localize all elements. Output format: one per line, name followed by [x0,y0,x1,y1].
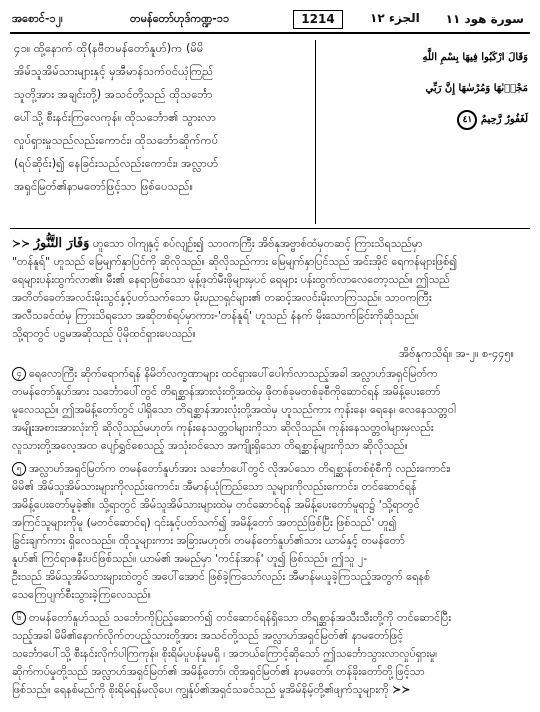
commentary-line: ရေများပန်းထွက်လာ၏။ မီး၏ နေရာဖြစ်သော မုန့်ဖုတ်မီးဖိုများမှပင် ရေများ ပန်းထွက်လာလေတော့သည်။ ဤသည် [12,273,450,286]
note-text: အလ္လာဟ်အရှင်မြတ်က တမန်တော်နူဟ်အား သင်္ဘောပေါ်တွင် လိုအပ်သော တိရစ္ဆာန်တစ်စုံစီကို လည်းကောင်း၊ [29,462,451,475]
note-line: အမိန့်ပေးတော်မူခဲ့၏။ သို့ရာတွင် အိမ်သူအိမ်သားများထဲမှ တင်ဆောင်ရန် အမိန့်ပေးတော်မူရာ၌ 'သို့ရာတွင် [12,498,420,511]
arabic-line: وَقَالَ ارْكَبُوا فِيهَا بِسْمِ اللَّهِ [422,52,528,63]
inline-arabic: وَفَارَ التَّنُّورُ [33,236,90,251]
arabic-line: مَجْرٜىٰهَا وَمُرْسٰهَا إِنَّ رَبِّي [425,83,528,94]
note-line: သေကြေပျက်စီးသွားခဲ့ကြလေသည်။ [12,588,151,601]
note-line: အမျိုးအစားအားလုံးကို ဆိုလိုသည်မဟုတ်၊ ကုန်းနေသတ္တဝါများကိုသာ ဆိုလိုသည်။ ကုန်းနေသတ္တဝါများမှလည်း [12,421,434,434]
translation-line: အိမ်သူအိမ်သားများနှင့် မှအီမာန်သက်ဝင်ယုံကြည် [14,64,214,78]
commentary-line: အတိတ်ခေတ်အလင်းမိုးသွင်နှင့်ပတ်သက်သော မိုးပညာရှင်များ၏ တဆင့်အလင်းမိုးလာကြသည်။ သာဝကကြီး [12,291,432,304]
continue-arrows-icon: ≻≻ [392,683,411,696]
ayah-number-icon: ٤١ [457,110,477,130]
commentary-line: "တန်နူရ်" ဟူသည် မြေမျက်နှာပြင်ကို ဆိုလိုသည်။ ဆိုလိုသည်ကား မြေမျက်နှာပြင်သည် အင်းအိုင် ရေကန်များဖြစ်၍ [12,255,458,268]
note-line: လူသားတို့အလေ့အထ ပျော်ရွှင်စေသည့် အသုံးဝင်သော အကျိုးရှိသော တိရစ္ဆာန်များကိုသာ ဆိုလိုသည်။ [12,439,408,452]
note-line [12,461,451,476]
note-line [12,682,411,697]
note-text: ရေလောကြီး ဆိုက်ရောက်ရန် နိမိတ်လက္ခဏာများ ထင်ရှားပေါ်ပေါက်လာသည့်အခါ အလ္လာဟ်အရှင်မြတ်က [29,367,438,380]
juz-label: الجزء ١٢ [370,11,420,25]
footnote-number-icon: ၆ [12,611,26,625]
translation-line: အရှင်မြတ်၏နာမတော်ဖြင့်သာ ဖြစ်ပေသည်။ [14,179,194,193]
verse-translation [10,36,310,228]
note-line: သင်္ဘောပေါ်သို့ စီးနင်းလိုက်ပါကြကုန်။ စိုးရိမ်ပူပန်မှုမရှိ ၊ အဘယ်ကြောင့်ဆိုသော် ဤသင်္ဘောသွားလာလှုပ်ရှားမှု၊ [12,647,438,660]
surah-label: سورة هود ١١ [445,12,524,26]
note-text: တမန်တော်နူဟ်သည် သင်္ဘောကိုပြည့်ဆောက်၍ တင်ဆောင်ရန်ရှိသော တိရစ္ဆာန်အသီးသီးတို့ကို တင်ဆောင်ပြီး [29,611,452,624]
note-line: ခြွင်းချက်ကား ရှိလေသည်။ ထိုသူများကား အခြားမဟုတ်၊ တမန်တော်နူဟ်၏သား ယာမ်နှင့် တမန်တော် [12,534,405,547]
footnote-number-icon: ၅ [12,462,26,476]
verse-block [10,36,530,229]
note-line: မူလေသည်။ ဤအမိန့်တော်တွင် ပါရှိသော တိရစ္ဆာန်အားလုံးတို့အထဲမှ ဟူသည်ကား ကုန်းနေ၊ ရေနေ၊ လေနေသတ္တဝါ [12,403,456,416]
page-header [10,10,530,34]
note-line: သည့်အခါ မိမိ၏နောက်လိုက်တပည့်သားတို့အား အသင်တို့သည် အလ္လာဟ်အရှင်မြတ်၏ နာမတော်ဖြင့် [12,629,404,642]
arabic-line-last [322,104,528,135]
commentary-line [12,236,423,251]
footnote-number-icon: ၄ [12,367,26,381]
note-line: နူဟ်၏ ကြင်ရာဇနီးပင်ဖြစ်သည်။ ယာမ်၏ အမည်မှာ 'ကင်န်အာန်' ဟူ၍ ဖြစ်သည်။ ဤသူ ၂- [12,552,368,565]
note-line: မိမိ၏ အိမ်သူအိမ်သားများကိုလည်းကောင်း၊ အီမာန်ယုံကြည်သော သူများကိုလည်းကောင်း၊ တင်ဆောင်ရန် [12,480,417,493]
translation-line: သူတို့အား အချင်းတို့) အသင်တို့သည် ထိုသင်္ဘော [14,87,213,101]
note-line [12,366,438,381]
page-number: 1214 [293,10,343,29]
note-text: ဖြစ်သည်။ ရေနစ်မည်ကို စိုးရိမ်ရန်မလိုပေ၊ ကျွန်ုပ်၏အရှင်သခင်သည် မှုအိမ်နိမ့်တို့၏ဖျက်သူများကို [12,683,389,696]
note-line: တမန်တော်နူဟ်အား သင်္ဘောပေါ်တွင် တိရစ္ဆာန်အားလုံးတို့အထဲမှ ဖိုတစ်ခုမတစ်ခုစီကိုဆောင်ရန် အမိန့်ပေးတော် [12,385,441,398]
translation-line: ပေါ်သို့ စီးနင်းကြလေကုန်။ ထိုသင်္ဘော၏ သွားလာ [14,110,217,124]
verse-arabic [322,42,528,222]
section-label: တမန်တော်ဟုဒ်ကဏ္ဍ-၁၁ [130,12,230,25]
commentary-text: ဟူသော ဝါကျနှင့် စပ်လျဉ်း၍ သာဝကကြီး အိဗ်နုအဗ္ဗာစ်ထံမှတဆင့် ကြားသိရသည်မှာ [89,237,423,250]
translation-line: (ရပ်ဆိုင်း)၍ နေခြင်းသည်လည်းကောင်း၊ အလ္လာဟ် [14,156,219,170]
note-line: ဦးသည် အိမ်သူအိမ်သားများထဲတွင် အပေါ်အောင် ဖြစ်ခဲ့ကြသော်လည်း အီမာန်မယူခဲ့ကြသည့်အတွက် ရေနစ် [12,570,431,583]
note-line: အကြင်သူများကိုမူ (မတင်ဆောင်ရ) ၎င်းနှင့်ပတ်သက်၍ အမိန့်တော် အတည်ဖြစ်ပြီး ဖြစ်သည်' ဟူ၍ [12,516,397,529]
arabic-line: لَغَفُورٌ رَّحِيمٌ [480,114,528,125]
note-line: ဆိုက်ကပ်မှုတို့သည် အလ္လာဟ်အရှင်မြတ်၏ အမိန့်တော်၊ ထိုအရှင်မြတ်၏ နာမတော်၊ တန်ခိုးတော်တို့ဖြင့်သာ [12,665,425,678]
commentary-line: သို့ရာတွင် ပဋ္ဌမအဆိုသည် ပိုမိုထင်ရှားပေသည်။ [12,327,196,340]
volume-label: အစောင်-၁၂၊ [12,12,63,25]
arrows-icon: ≻≻ [12,237,31,250]
column-divider [315,40,316,224]
note-line [12,610,451,625]
reference: အိဗ်နုကသိရ်။ အ-၂။ စ-၄၄၅။ [399,347,514,360]
translation-line: ၄၁။ ထို့နောက် ထို(နဗီတမန်တော်နူဟ်)က (မိမိ [14,41,204,55]
commentary-line: အလီသခင်ထံမှ ကြားသိရသော အဆိုတစ်ရပ်မှာကား-'တန်နူရ်' ဟူသည် နံနက် မိုးသောက်ခြင်းကိုဆိုသည်။ [12,309,419,322]
translation-line: လှုပ်ရှားမှုသည်လည်းကောင်း၊ ထိုသင်္ဘောဆိုက်ကပ် [14,133,219,147]
